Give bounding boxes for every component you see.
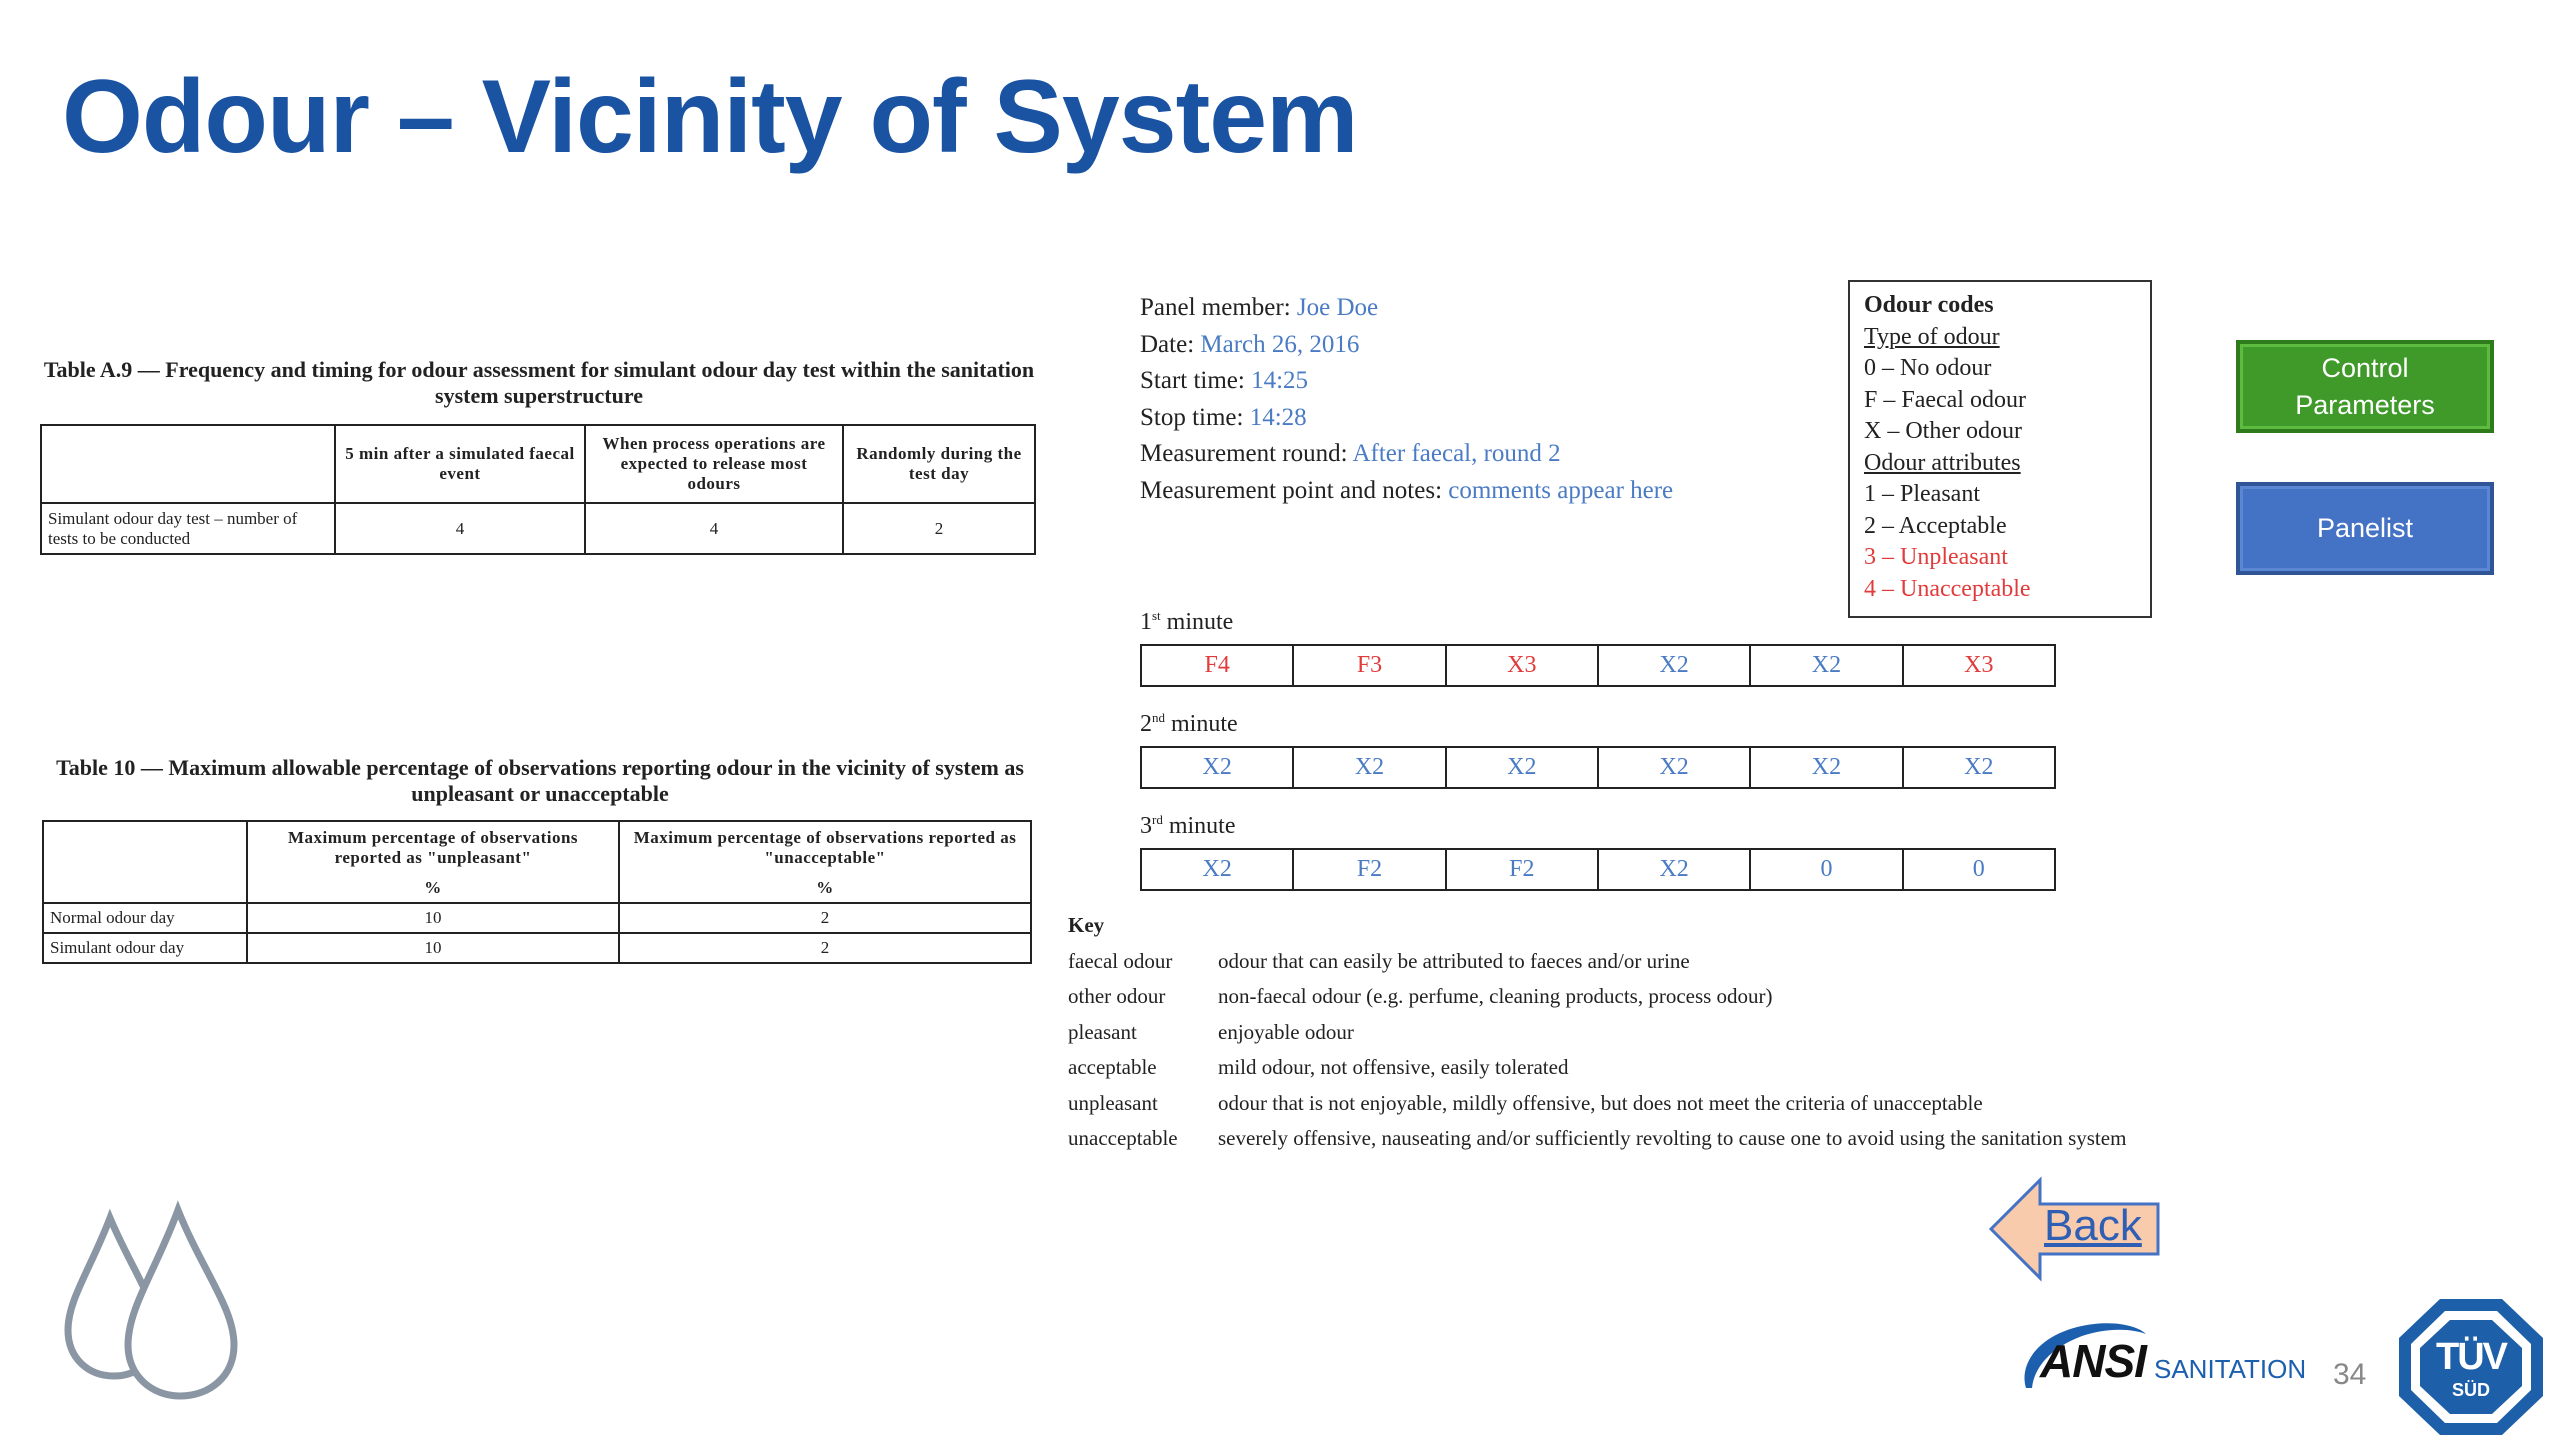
odour-code-cell[interactable]: 0 [1972,856,1985,882]
odour-code-cell[interactable]: X2 [1599,646,1751,685]
stop-time-line: Stop time: 14:28 [1140,403,1307,431]
key-term: unpleasant [1068,1090,1158,1115]
slide-title: Odour – Vicinity of System [62,59,1358,175]
ansi-brand-text: ANSI [2040,1335,2146,1387]
tuv-text: TÜV [2436,1336,2506,1378]
odour-code-cell[interactable]: X2 [1599,748,1751,787]
table-10-header-unpleasant-text: Maximum percentage of observations reported as "unpleasant" [287,828,579,867]
key-definition: severely offensive, nauseating and/or sufficiently revolting to cause one to avoid using the sanitation system [1218,1126,2127,1150]
odour-codes-heading: Odour codes [1864,292,1994,318]
measurement-point-line: Measurement point and notes: comments appear here [1140,476,1674,504]
panelist-button[interactable]: Panelist [2236,482,2494,575]
table-a9-value: 4 [585,503,843,554]
type-of-odour-heading: Type of odour [1864,323,2000,350]
table-a9-header-5min: 5 min after a simulated faecal event [335,425,585,503]
table-10-unit: % [816,878,834,897]
date-line: Date: March 26, 2016 [1140,330,1360,358]
panel-info [1140,290,1673,509]
odour-type-item: F – Faecal odour [1864,386,2026,413]
tuv-sud-logo [2396,1296,2546,1438]
water-drops-icon [60,1200,260,1410]
control-parameters-button[interactable]: Control Parameters [2236,340,2494,433]
stop-time-value: 14:28 [1249,403,1307,431]
odour-code-cell[interactable]: X2 [1294,748,1446,787]
start-time-value: 14:25 [1251,367,1309,394]
table-10-value: 2 [619,903,1031,933]
key-term: unacceptable [1068,1126,1178,1150]
back-label: Back [2044,1201,2142,1250]
odour-code-cell[interactable]: F2 [1447,850,1599,889]
minute-2-grid [1140,746,2056,789]
key-item [1068,1050,2298,1086]
sud-text: SÜD [2451,1380,2490,1400]
minute-1-label: 1st minute [1140,608,1234,635]
table-10-unit: % [424,878,442,897]
panel-member-line: Panel member: Joe Doe [1140,294,1379,321]
odour-code-cell[interactable]: 0 [1751,850,1903,889]
odour-codes-legend [1848,280,2152,618]
ansi-sanitation-text: SANITATION [2154,1354,2307,1384]
table-10-header-unacceptable-text: Maximum percentage of observations reported as "unacceptable" [633,828,1017,867]
key-definition: mild odour, not offensive, easily tolerated [1218,1055,1569,1079]
back-button[interactable] [1988,1176,2162,1282]
minute-1-grid [1140,644,2056,687]
odour-code-cell[interactable]: X2 [1964,754,1994,780]
table-a9 [40,424,1036,555]
table-a9-row-label: Simulant odour day test – number of tests to be conducted [41,503,335,554]
odour-code-cell[interactable]: X3 [1447,646,1599,685]
key-definition: enjoyable odour [1218,1019,1354,1044]
table-a9-caption: Table A.9 — Frequency and timing for odour assessment for simulant odour day test within the sanitation system superstructure [43,357,1035,408]
table-10-header-unacceptable [619,821,1031,903]
ansi-sanitation-logo [2012,1318,2312,1398]
odour-code-cell[interactable]: X2 [1447,748,1599,787]
key-item [1068,1086,2298,1122]
table-10-header-empty [43,821,247,903]
panel-member-value: Joe Doe [1296,294,1379,321]
table-a9-value: 4 [335,503,585,554]
key-term: acceptable [1068,1055,1157,1079]
minute-3-label: 3rd minute [1140,812,1236,839]
table-a9-value: 2 [843,503,1035,554]
odour-attributes-heading: Odour attributes [1864,449,2021,476]
table-10-row-label: Simulant odour day [43,933,247,963]
odour-code-cell[interactable]: F3 [1294,646,1446,685]
minute-2-label: 2nd minute [1140,710,1238,737]
slide-number: 34 [2333,1358,2367,1391]
odour-code-cell[interactable]: F2 [1294,850,1446,889]
odour-code-cell[interactable]: X2 [1599,850,1751,889]
measurement-round-value: After faecal, round 2 [1352,440,1561,467]
key-definition: odour that can easily be attributed to faeces and/or urine [1218,948,1690,973]
start-time-line: Start time: 14:25 [1140,367,1309,394]
odour-attribute-item: 3 – Unpleasant [1864,544,2008,570]
odour-attribute-item: 2 – Acceptable [1864,512,2007,539]
key-item [1068,1015,2298,1051]
odour-code-cell[interactable]: X2 [1751,646,1903,685]
odour-attribute-item: 4 – Unacceptable [1864,575,2031,602]
odour-attribute-item: 1 – Pleasant [1864,481,1980,507]
key-item [1068,979,2298,1015]
odour-code-cell[interactable]: X2 [1142,748,1294,787]
table-10-value: 10 [247,903,619,933]
key-definition: odour that is not enjoyable, mildly offensive, but does not meet the criteria of unacceptable [1218,1090,1983,1115]
measurement-point-value: comments appear here [1448,476,1674,504]
table-a9-header-process: When process operations are expected to release most odours [585,425,843,503]
key-term: faecal odour [1068,948,1173,973]
key-definition: non-faecal odour (e.g. perfume, cleaning products, process odour) [1218,984,1773,1008]
key-term: other odour [1068,984,1166,1008]
odour-code-cell[interactable]: X2 [1751,748,1903,787]
odour-code-cell[interactable]: X2 [1142,850,1294,889]
measurement-round-line: Measurement round: After faecal, round 2 [1140,440,1561,467]
table-10-value: 10 [247,933,619,963]
odour-code-cell[interactable]: F4 [1142,646,1294,685]
table-10-value: 2 [619,933,1031,963]
key-heading: Key [1068,913,1105,937]
odour-type-item: 0 – No odour [1864,355,1992,381]
table-10-row-label: Normal odour day [43,903,247,933]
odour-code-cell[interactable]: X3 [1964,652,1994,678]
table-10 [42,820,1032,964]
table-a9-header-empty [41,425,335,503]
key-term: pleasant [1068,1019,1137,1044]
key-item [1068,1121,2298,1157]
odour-type-item: X – Other odour [1864,418,2022,444]
key-item [1068,944,2298,980]
minute-3-grid [1140,848,2056,891]
date-value: March 26, 2016 [1200,330,1360,358]
table-a9-header-random: Randomly during the test day [843,425,1035,503]
table-10-caption: Table 10 — Maximum allowable percentage of observations reporting odour in the vicinity of system as unpleasant or unacceptable [56,755,1024,806]
key-definitions [1068,908,2298,1157]
table-10-header-unpleasant [247,821,619,903]
